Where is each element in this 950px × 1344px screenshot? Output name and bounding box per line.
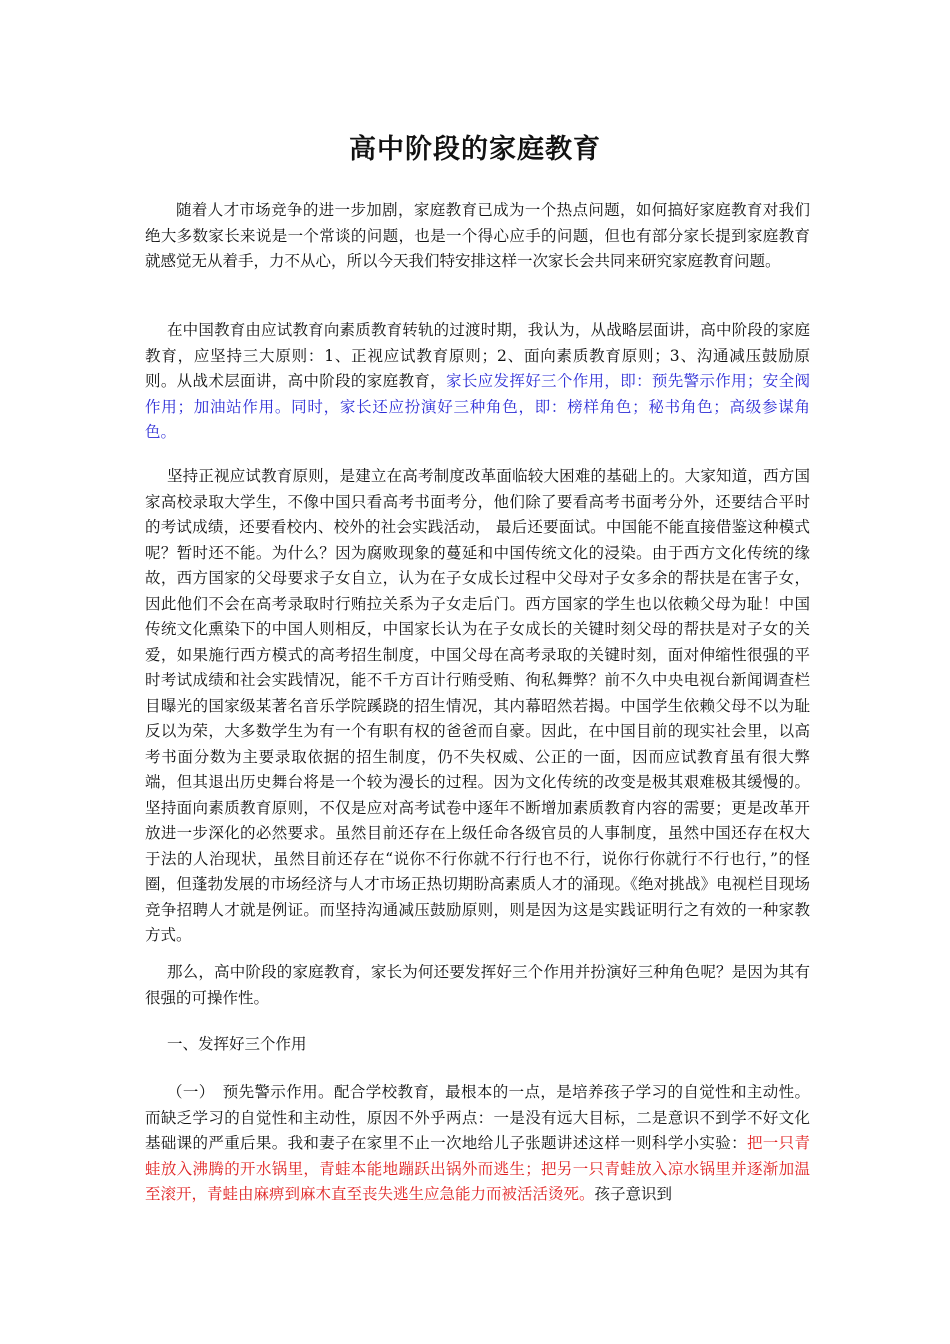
- paragraph-intro: 随着人才市场竞争的进一步加剧，家庭教育已成为一个热点问题，如何搞好家庭教育对我们绝大多数家长来说是一个常谈的问题，也是一个得心应手的问题，但也有部分家长提到家庭教育就感觉无从着手，力不从心，所以今天我们特安排这样一次家长会共同来研究家庭教育问题。: [145, 201, 810, 270]
- principles-highlight-blue: 家长应发挥好三个作用，即：预先警示作用；安全阀作用；加油站作用。同时，家长还应扮演好三种角色，即：榜样角色；秘书角色；高级参谋角色。: [145, 372, 810, 441]
- warning-role-continuation: 孩子意识到: [594, 1185, 673, 1203]
- frog-experiment-highlight-red: 把一只青蛙放入沸腾的开水锅里，青蛙本能地蹦跃出锅外而逃生；把另一只青蛙放入凉水锅里并逐渐加温至滚开，青蛙由麻痹到麻木直至丧失逃生应急能力而被活活烫死。: [145, 1134, 810, 1203]
- paragraph-principles: [145, 318, 810, 446]
- paragraph-warning-role: [145, 1080, 810, 1208]
- principles-text: 在中国教育由应试教育向素质教育转轨的过渡时期，我认为，从战略层面讲，高中阶段的家庭教育，应坚持三大原则：1、正视应试教育原则；2、面向素质教育原则；3、沟通减压鼓励原则。从战术层面讲，高中阶段的家庭教育，: [145, 321, 810, 390]
- warning-role-text: （一） 预先警示作用。配合学校教育，最根本的一点，是培养孩子学习的自觉性和主动性。而缺乏学习的自觉性和主动性，原因不外乎两点：一是没有远大目标，二是意识不到学不好文化基础课的严重后果。我和妻子在家里不止一次地给儿子张题讲述这样一则科学小实验：: [145, 1083, 810, 1152]
- paragraph-question: 那么，高中阶段的家庭教育，家长为何还要发挥好三个作用并扮演好三种角色呢？是因为其有很强的可操作性。: [145, 963, 810, 1007]
- paragraph-exam-principle: 坚持正视应试教育原则，是建立在高考制度改革面临较大困难的基础上的。大家知道，西方国家高校录取大学生，不像中国只看高考书面考分，他们除了要看高考书面考分外，还要结合平时的考试成绩，还要看校内、校外的社会实践活动， 最后还要面试。中国能不能直接借鉴这种模式呢？暂时还不能。为什么？因为腐败现象的蔓延和中国传统文化的浸染。由于西方文化传统的缘故，西方国家的父母要求子女自立，认为在子女成长过程中父母对子女多余的帮扶是在害子女，因此他们不会在高考录取时行贿拉关系为子女走后门。西方国家的学生也以依赖父母为耻！中国传统文化熏染下的中国人则相反，中国家长认为在子女成长的关键时刻父母的帮扶是对子女的关爱，如果施行西方模式的高考招生制度，中国父母在高考录取的关键时刻，面对伸缩性很强的平时考试成绩和社会实践情况，能不千方百计行贿受贿、徇私舞弊？前不久中央电视台新闻调查栏目曝光的国家级某著名音乐学院蹊跷的招生情况，其内幕昭然若揭。中国学生依赖父母不以为耻反以为荣，大多数学生为有一个有职有权的爸爸而自豪。因此，在中国目前的现实社会里，以高考书面分数为主要录取依据的招生制度，仍不失权威、公正的一面，因而应试教育虽有很大弊端，但其退出历史舞台将是一个较为漫长的过程。因为文化传统的改变是极其艰难极其缓慢的。坚持面向素质教育原则，不仅是应对高考试卷中逐年不断增加素质教育内容的需要；更是改革开放进一步深化的必然要求。虽然目前还存在上级任命各级官员的人事制度，虽然中国还存在权大于法的人治现状，虽然目前还存在“说你不行你就不行行也不行，说你行你就行不行也行，”的怪圈，但蓬勃发展的市场经济与人才市场正热切期盼高素质人才的涌现。《绝对挑战》电视栏目现场竞争招聘人才就是例证。而坚持沟通减压鼓励原则，则是因为这是实践证明行之有效的一种家教方式。: [145, 467, 810, 944]
- section-heading-three-roles: 一、发挥好三个作用: [167, 1035, 307, 1053]
- document-title: 高中阶段的家庭教育: [349, 134, 601, 165]
